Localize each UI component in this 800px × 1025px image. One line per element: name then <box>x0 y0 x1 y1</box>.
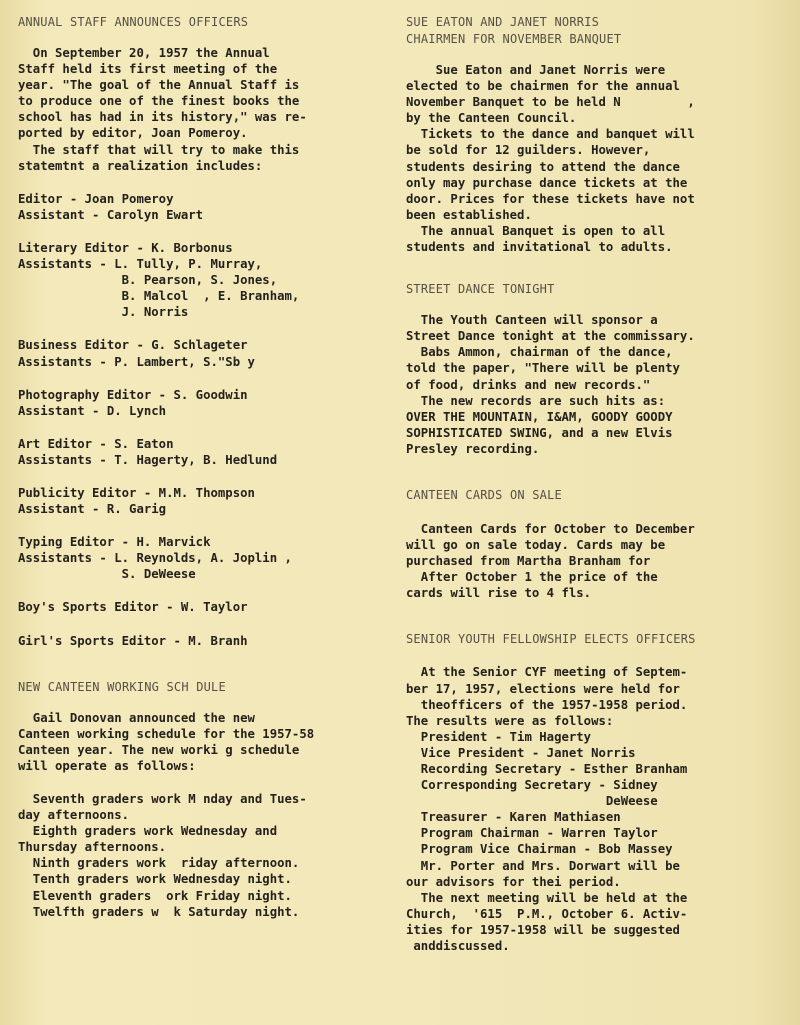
text-line: November Banquet to be held N , <box>406 95 695 110</box>
text-line: Assistant - Carolyn Ewart <box>18 207 204 222</box>
text-line: Program Vice Chairman - Bob Massey <box>406 842 673 857</box>
canteen-schedule-list <box>18 791 338 920</box>
text-line: Tickets to the dance and banquet will <box>406 127 695 142</box>
text-line: Canteen year. The new worki g schedule <box>18 742 300 757</box>
text-line: Editor - Joan Pomeroy <box>18 191 174 206</box>
text-line: told the paper, "There will be plenty <box>406 361 680 376</box>
text-line: Presley recording. <box>406 441 540 456</box>
canteen-intro <box>18 710 338 774</box>
text-line: At the Senior CYF meeting of Septem- <box>406 665 688 680</box>
text-line: Vice President - Janet Norris <box>406 745 636 760</box>
text-line: Literary Editor - K. Borbonus <box>18 240 233 255</box>
text-line: Seventh graders work M nday and Tues- <box>18 792 307 806</box>
text-line: Church, '615 P.M., October 6. Activ- <box>406 906 688 921</box>
text-line: anddiscussed. <box>406 939 510 954</box>
officers-photography <box>18 387 338 419</box>
text-line: SOPHISTICATED SWING, and a new Elvis <box>406 425 673 440</box>
text-line: Treasurer - Karen Mathiasen <box>406 810 621 825</box>
text-line: Canteen working schedule for the 1957-58 <box>18 726 315 741</box>
text-line: Eleventh graders ork Friday night. <box>18 888 292 903</box>
text-line: B. Malcol , E. Branham, <box>18 289 300 304</box>
headline-canteen-schedule: NEW CANTEEN WORKING SCH DULE <box>18 679 226 694</box>
text-line: door. Prices for these tickets have not <box>406 191 695 206</box>
text-line: Assistant - R. Garig <box>18 502 167 517</box>
text-line: elected to be chairmen for the annual <box>406 79 680 94</box>
text-line: will go on sale today. Cards may be <box>406 538 666 553</box>
text-line: Thursday afternoons. <box>18 840 167 855</box>
headline-canteen-cards: CANTEEN CARDS ON SALE <box>406 487 562 502</box>
text-line: statemtnt a realization includes: <box>18 158 263 173</box>
text-line: ber 17, 1957, elections were held for <box>406 681 680 696</box>
text-line: Gail Donovan announced the new <box>18 710 255 725</box>
text-line: Art Editor - S. Eaton <box>18 436 174 451</box>
text-line: The annual Banquet is open to all <box>406 223 666 238</box>
text-line: only may purchase dance tickets at the <box>406 175 688 190</box>
text-line: be sold for 12 guilders. However, <box>406 143 651 158</box>
left-column <box>18 14 338 920</box>
canteen-cards-article <box>406 521 728 601</box>
text-line: Babs Ammon, chairman of the dance, <box>406 345 673 360</box>
text-line: DeWeese <box>406 794 658 809</box>
youth-fellowship-article <box>406 664 728 954</box>
text-line: J. Norris <box>18 305 189 320</box>
officers-business <box>18 337 338 369</box>
text-line: Street Dance tonight at the commissary. <box>406 329 695 344</box>
officers-intro <box>18 45 338 174</box>
officers-art <box>18 436 338 468</box>
text-line: The new records are such hits as: <box>406 393 666 408</box>
text-line: ities for 1957-1958 will be suggested <box>406 922 680 937</box>
banquet-article <box>406 62 728 255</box>
officers-girls-sports <box>18 633 338 649</box>
text-line: The results were as follows: <box>406 713 614 728</box>
headline-banquet-2: CHAIRMEN FOR NOVEMBER BANQUET <box>406 32 622 46</box>
text-line: Mr. Porter and Mrs. Dorwart will be <box>406 858 680 873</box>
text-line: OVER THE MOUNTAIN, I&AM, GOODY GOODY <box>406 409 673 424</box>
text-line: Program Chairman - Warren Taylor <box>406 826 658 841</box>
headline-street-dance: STREET DANCE TONIGHT <box>406 282 555 297</box>
text-line: Assistants - L. Tully, P. Murray, <box>18 257 263 272</box>
text-line: After October 1 the price of the <box>406 570 658 585</box>
text-line: The next meeting will be held at the <box>406 890 688 905</box>
text-line: Sue Eaton and Janet Norris were <box>406 63 666 77</box>
street-dance-article <box>406 312 728 457</box>
text-line: Twelfth graders w k Saturday night. <box>18 904 300 919</box>
text-line: Tenth graders work Wednesday night. <box>18 872 292 887</box>
text-line: Boy's Sports Editor - W. Taylor <box>18 600 248 615</box>
text-line: our advisors for thei period. <box>406 874 621 889</box>
text-line: Assistants - L. Reynolds, A. Joplin , <box>18 551 292 566</box>
officers-literary <box>18 240 338 320</box>
text-line: students desiring to attend the dance <box>406 159 680 174</box>
text-line: day afternoons. <box>18 808 130 823</box>
text-line: President - Tim Hagerty <box>406 729 592 744</box>
officers-editor <box>18 191 338 223</box>
text-line: Assistants - T. Hagerty, B. Hedlund <box>18 452 278 467</box>
text-line: Recording Secretary - Esther Branham <box>406 762 688 776</box>
text-line: B. Pearson, S. Jones, <box>18 273 278 288</box>
text-line: On September 20, 1957 the Annual <box>18 46 270 60</box>
text-line: by the Canteen Council. <box>406 111 577 126</box>
officers-publicity <box>18 485 338 517</box>
text-line: Staff held its first meeting of the <box>18 62 278 77</box>
text-line: Girl's Sports Editor - M. Branh <box>18 633 263 648</box>
headline-banquet-1: SUE EATON AND JANET NORRIS <box>406 15 600 29</box>
text-line: S. DeWeese <box>18 567 196 582</box>
text-line: students and invitational to adults. <box>406 240 673 255</box>
text-line: Publicity Editor - M.M. Thompson <box>18 485 255 500</box>
text-line: Assistants - P. Lambert, S."Sb y <box>18 354 255 369</box>
text-line: Photography Editor - S. Goodwin <box>18 387 248 402</box>
text-line: of food, drinks and new records." <box>406 377 651 392</box>
text-line: cards will rise to 4 fls. <box>406 586 592 601</box>
text-line: year. "The goal of the Annual Staff is <box>18 78 300 93</box>
text-line: been established. <box>406 207 532 222</box>
text-line: Business Editor - G. Schlageter <box>18 338 248 353</box>
right-column <box>406 14 728 954</box>
officers-typing <box>18 534 338 582</box>
text-line: theofficers of the 1957-1958 period. <box>406 697 688 712</box>
text-line: ported by editor, Joan Pomeroy. <box>18 126 248 141</box>
officers-boys-sports <box>18 599 338 615</box>
text-line: Assistant - D. Lynch <box>18 403 167 418</box>
text-line: Ninth graders work riday afternoon. <box>18 856 300 871</box>
text-line: will operate as follows: <box>18 758 196 773</box>
text-line: to produce one of the finest books the <box>18 94 300 109</box>
headline-youth-fellowship: SENIOR YOUTH FELLOWSHIP ELECTS OFFICERS <box>406 632 696 647</box>
text-line: Corresponding Secretary - Sidney <box>406 778 658 793</box>
text-line: The staff that will try to make this <box>18 142 300 157</box>
text-line: Eighth graders work Wednesday and <box>18 824 278 839</box>
text-line: school has had in its history," was re- <box>18 110 307 125</box>
text-line: purchased from Martha Branham for <box>406 554 651 569</box>
text-line: The Youth Canteen will sponsor a <box>406 313 658 328</box>
headline-annual-staff: ANNUAL STAFF ANNOUNCES OFFICERS <box>18 15 249 29</box>
text-line: Typing Editor - H. Marvick <box>18 535 211 550</box>
text-line: Canteen Cards for October to December <box>406 521 695 536</box>
